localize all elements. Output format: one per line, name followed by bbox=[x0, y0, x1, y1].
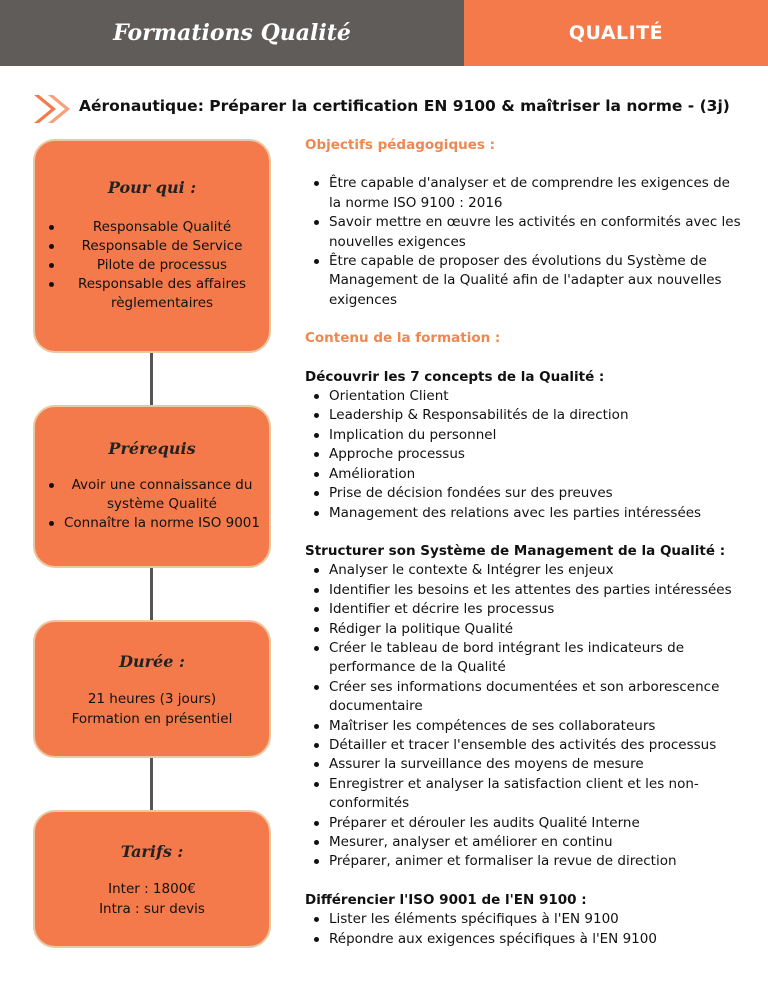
list-item: Détailler et tracer l'ensemble des activités des processus bbox=[305, 736, 745, 755]
list-item: Approche processus bbox=[305, 445, 745, 464]
pricing-card bbox=[33, 810, 271, 948]
list-item: Analyser le contexte & Intégrer les enjeux bbox=[305, 561, 745, 580]
duration-card bbox=[33, 620, 271, 758]
list-item: Avoir une connaissance du système Qualité bbox=[35, 476, 269, 514]
list-item: Amélioration bbox=[305, 465, 745, 484]
list-item: Lister les éléments spécifiques à l'EN 9100 bbox=[305, 910, 745, 929]
list-item: Orientation Client bbox=[305, 387, 745, 406]
course-content bbox=[305, 136, 745, 949]
list-item: Enregistrer et analyser la satisfaction client et les non-conformités bbox=[305, 775, 745, 814]
list-item: Pilote de processus bbox=[35, 256, 269, 275]
list-item: Identifier les besoins et les attentes des parties intéressées bbox=[305, 581, 745, 600]
price-intra: Intra : sur devis bbox=[99, 901, 205, 917]
list-item: Prise de décision fondées sur des preuves bbox=[305, 484, 745, 503]
list-item: Être capable d'analyser et de comprendre les exigences de la norme ISO 9100 : 2016 bbox=[305, 174, 745, 213]
pricing-title: Tarifs : bbox=[120, 842, 184, 861]
prerequisites-title: Prérequis bbox=[108, 439, 196, 458]
list-item: Savoir mettre en œuvre les activités en conformités avec les nouvelles exigences bbox=[305, 213, 745, 252]
list-item: Être capable de proposer des évolutions du Système de Management de la Qualité afin de l'adapter aux nouvelles exigences bbox=[305, 252, 745, 310]
list-item: Créer ses informations documentées et son arborescence documentaire bbox=[305, 678, 745, 717]
duration-title: Durée : bbox=[119, 652, 185, 671]
list-item: Rédiger la politique Qualité bbox=[305, 620, 745, 639]
list-item: Créer le tableau de bord intégrant les indicateurs de performance de la Qualité bbox=[305, 639, 745, 678]
audience-card bbox=[33, 139, 271, 353]
contents-title: Contenu de la formation : bbox=[305, 330, 501, 347]
list-item: Répondre aux exigences spécifiques à l'EN 9100 bbox=[305, 930, 745, 949]
duration-hours: 21 heures (3 jours) bbox=[87, 691, 217, 707]
audience-title: Pour qui : bbox=[107, 178, 197, 197]
prerequisites-list bbox=[35, 476, 269, 533]
list-item: Mesurer, analyser et améliorer en continu bbox=[305, 833, 745, 852]
list-item: Responsable de Service bbox=[35, 237, 269, 256]
objectives-list bbox=[305, 174, 745, 310]
objectives-title: Objectifs pédagogiques : bbox=[305, 137, 496, 153]
module-list bbox=[305, 910, 745, 949]
prerequisites-card bbox=[33, 405, 271, 568]
module-title: Différencier l'ISO 9001 de l'EN 9100 : bbox=[305, 891, 587, 908]
module-title: Structurer son Système de Management de la Qualité : bbox=[305, 542, 726, 559]
list-item: Leadership & Responsabilités de la direction bbox=[305, 406, 745, 425]
audience-list bbox=[35, 218, 269, 313]
header-category-bar bbox=[464, 0, 768, 66]
list-item: Préparer, animer et formaliser la revue de direction bbox=[305, 852, 745, 871]
double-chevron-icon bbox=[34, 94, 74, 124]
course-title: Aéronautique: Préparer la certification EN 9100 & maîtriser la norme - (3j) bbox=[79, 97, 730, 115]
list-item: Connaître la norme ISO 9001 bbox=[35, 514, 269, 533]
category-label: QUALITÉ bbox=[568, 22, 664, 44]
price-inter: Inter : 1800€ bbox=[108, 881, 196, 897]
list-item: Préparer et dérouler les audits Qualité Interne bbox=[305, 814, 745, 833]
course-title-row bbox=[34, 94, 764, 124]
list-item: Maîtriser les compétences de ses collaborateurs bbox=[305, 717, 745, 736]
list-item: Implication du personnel bbox=[305, 426, 745, 445]
module-list bbox=[305, 561, 745, 872]
header-brand-bar bbox=[0, 0, 464, 66]
list-item: Assurer la surveillance des moyens de mesure bbox=[305, 755, 745, 774]
module-title: Découvrir les 7 concepts de la Qualité : bbox=[305, 368, 605, 385]
brand-title: Formations Qualité bbox=[113, 20, 351, 46]
module-list bbox=[305, 387, 745, 523]
list-item: Responsable des affaires règlementaires bbox=[35, 275, 269, 313]
list-item: Identifier et décrire les processus bbox=[305, 600, 745, 619]
list-item: Responsable Qualité bbox=[35, 218, 269, 237]
duration-format: Formation en présentiel bbox=[71, 711, 233, 727]
list-item: Management des relations avec les parties intéressées bbox=[305, 504, 745, 523]
